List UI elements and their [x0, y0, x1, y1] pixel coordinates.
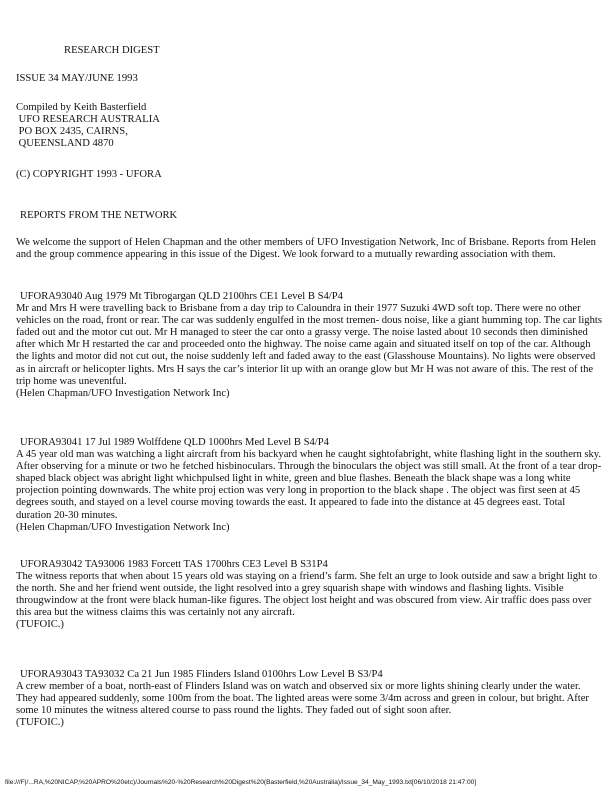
report-body: A 45 year old man was watching a light aircraft from his backyard when he caught sightofabright, white flashing light in the southern sky. After observing for a minute or two he fetched hisbinoculars. Through the binoculars the object was still small. At the front of a tear drop-shaped black object was abright light whichpulsed light in white, green and blue flashes. Beneath the black shape was a long white projection pointing downwards. The white proj ection was very long in proportion to the black shape . The object was first seen at 45 degrees south, and stayed on a level course moving towards the east. It appeared to fade into the distance at 45 degrees east. Total duration 20-30 minutes. [16, 449, 602, 521]
report-source: (Helen Chapman/UFO Investigation Network Inc) [16, 387, 230, 399]
compiler-block [16, 102, 160, 150]
report-heading: UFORA93042 TA93006 1983 Forcett TAS 1700hrs CE3 Level B S31P4 [20, 559, 328, 570]
compiled-by: Compiled by Keith Basterfield [16, 102, 147, 113]
report-entry [16, 669, 602, 729]
issue-line: ISSUE 34 MAY/JUNE 1993 [16, 73, 138, 84]
report-entry [16, 291, 602, 400]
report-source: (Helen Chapman/UFO Investigation Network Inc) [16, 521, 230, 533]
report-heading: UFORA93043 TA93032 Ca 21 Jun 1985 Flinders Island 0100hrs Low Level B S3/P4 [20, 669, 383, 680]
digest-title: RESEARCH DIGEST [64, 45, 160, 56]
report-source: (TUFOIC.) [16, 619, 64, 631]
report-heading: UFORA93040 Aug 1979 Mt Tibrogargan QLD 2100hrs CE1 Level B S4/P4 [20, 291, 343, 302]
section-heading: REPORTS FROM THE NETWORK [20, 210, 178, 221]
address-line: UFO RESEARCH AUSTRALIA [16, 114, 160, 126]
copyright-notice: (C) COPYRIGHT 1993 - UFORA [16, 169, 162, 180]
report-body: A crew member of a boat, north-east of Flinders Island was on watch and observed six or more lights shining clearly under the water. They had appeared suddenly, some 100m from the boat. The lighted areas were some 3/4m across and green in colour, but bright. After some 10 minutes the witness altered course to pass round the lights. They faded out of sight soon after. [16, 681, 589, 717]
file-path-footer: file:///F|/...RA,%20NICAP,%20APRO%20etc)/Journals%20-%20Research%20Digest%20(Basterfield,%20Australia)/Issue_34_May_1993.txt[06/10/2018 21:47:00] [5, 779, 477, 786]
address-line: QUEENSLAND 4870 [16, 138, 114, 150]
report-heading: UFORA93041 17 Jul 1989 Wolffdene QLD 1000hrs Med Level B S4/P4 [20, 437, 329, 448]
report-entry [16, 559, 602, 632]
intro-paragraph: We welcome the support of Helen Chapman and the other members of UFO Investigation Network, Inc of Brisbane. Reports from Helen and the group commence appearing in this issue of the Digest. We look forward to a mutually rewarding association with them. [16, 237, 596, 261]
address-line: PO BOX 2435, CAIRNS, [16, 126, 128, 138]
report-source: (TUFOIC.) [16, 717, 64, 729]
report-entry [16, 437, 602, 534]
report-body: Mr and Mrs H were travelling back to Brisbane from a day trip to Caloundra in their 1977 Suzuki 4WD soft top. There were no other vehicles on the road, front or rear. The car was suddenly engulfed in the most tremen- dous noise, like a giant humming top. The car lights faded out and the motor cut out. Mr H managed to steer the car onto a grassy verge. The noise lasted about 10 seconds then diminished after which Mr H restarted the car and proceeded onto the highway. The noise came again and situated itself on top of the car. Although the lights and motor did not cut out, the noise suddenly left and faded away to the east (Glasshouse Mountains). No lights were observed as in aircraft or helicopter lights. Mrs H says the car’s interior lit up with an orange glow but Mr H was not aware of this. The rest of the trip home was uneventful. [16, 303, 602, 387]
report-body: The witness reports that when about 15 years old was staying on a friend’s farm. She felt an urge to look outside and saw a bright light to the north. She and her friend went outside, the light resolved into a grey squarish shape with windows and flashing lights. Visible througwindow at the front were black human-like figures. The object lost height and was obscured from view. Air traffic does pass over this area but the witness claims this was certainly not any aircraft. [16, 571, 598, 619]
